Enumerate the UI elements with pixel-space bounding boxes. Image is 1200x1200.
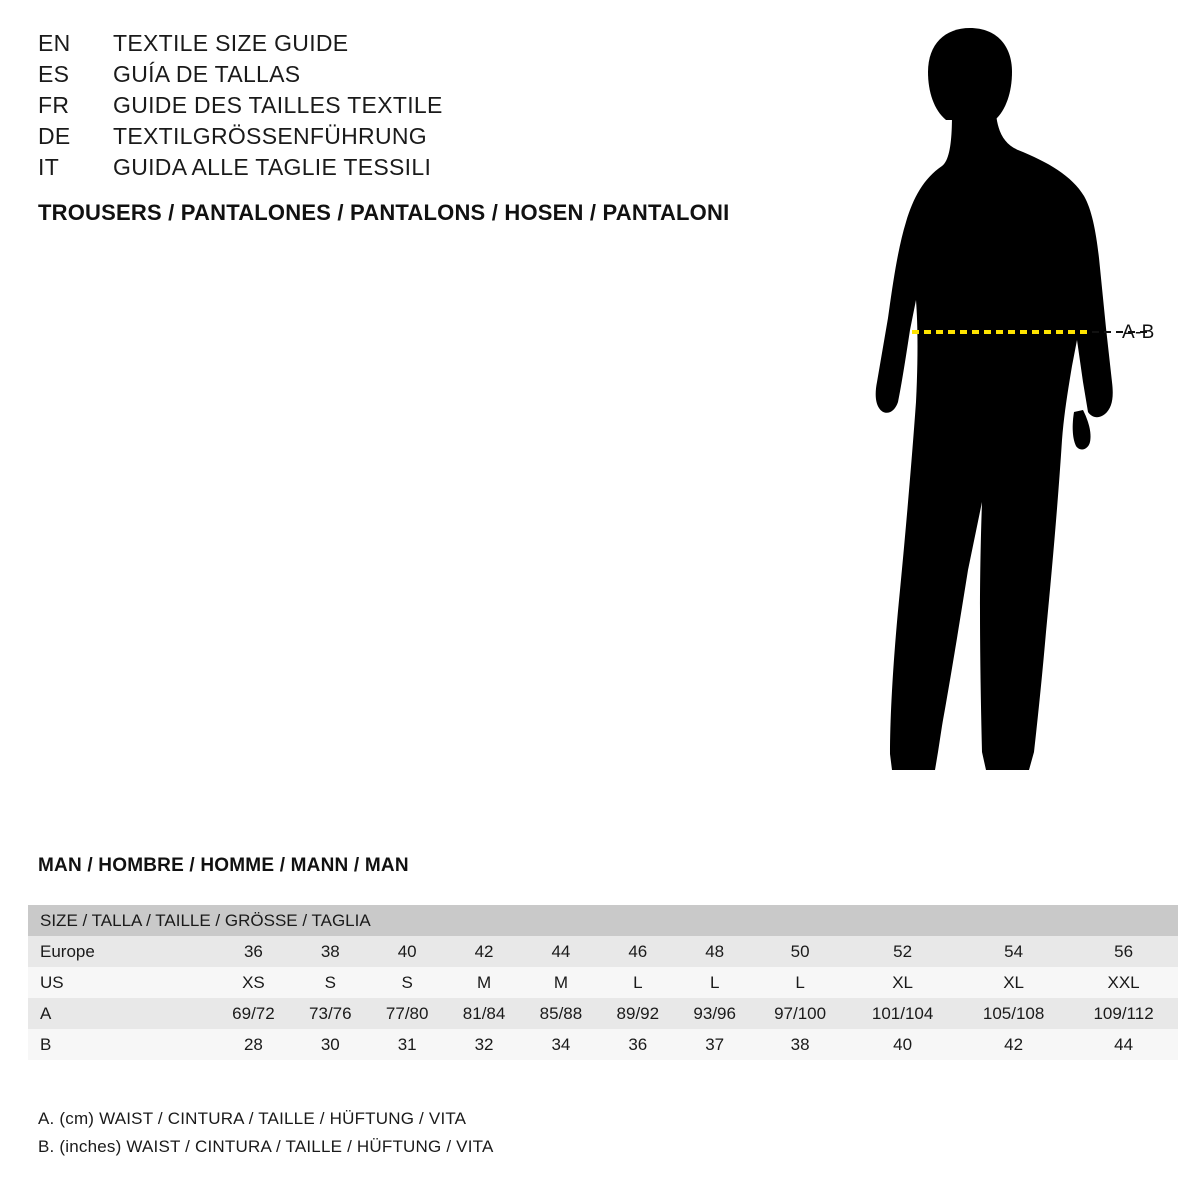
- title-row: [38, 90, 798, 121]
- man-silhouette-icon: [800, 10, 1200, 800]
- table-row: [28, 936, 1178, 967]
- footnote-b: B. (inches) WAIST / CINTURA / TAILLE / HÜFTUNG / VITA: [38, 1137, 494, 1156]
- table-cell: M: [523, 967, 600, 998]
- row-label: B: [28, 1029, 215, 1060]
- table-cell: S: [292, 967, 369, 998]
- table-cell: 52: [847, 936, 958, 967]
- table-cell: L: [676, 967, 753, 998]
- table-cell: 101/104: [847, 998, 958, 1029]
- table-cell: L: [753, 967, 847, 998]
- table-cell: 37: [676, 1029, 753, 1060]
- table-cell: 69/72: [215, 998, 292, 1029]
- gender-section-title: MAN / HOMBRE / HOMME / MANN / MAN: [38, 855, 409, 876]
- table-cell: XXL: [1069, 967, 1178, 998]
- table-cell: 31: [369, 1029, 446, 1060]
- table-cell: 109/112: [1069, 998, 1178, 1029]
- footnote-a: A. (cm) WAIST / CINTURA / TAILLE / HÜFTUNG / VITA: [38, 1109, 467, 1128]
- title-text-es: GUÍA DE TALLAS: [113, 61, 301, 87]
- table-cell: S: [369, 967, 446, 998]
- row-label: US: [28, 967, 215, 998]
- table-cell: 30: [292, 1029, 369, 1060]
- table-cell: 44: [523, 936, 600, 967]
- title-text-fr: GUIDE DES TAILLES TEXTILE: [113, 92, 443, 118]
- table-header-row: [28, 905, 1178, 936]
- title-text-it: GUIDA ALLE TAGLIE TESSILI: [113, 154, 432, 180]
- table-cell: XS: [215, 967, 292, 998]
- table-cell: 97/100: [753, 998, 847, 1029]
- row-label: Europe: [28, 936, 215, 967]
- table-row: [28, 967, 1178, 998]
- table-header-label: SIZE / TALLA / TAILLE / GRÖSSE / TAGLIA: [28, 905, 1178, 936]
- table-row: [28, 1029, 1178, 1060]
- title-text-de: TEXTILGRÖSSENFÜHRUNG: [113, 123, 427, 149]
- table-cell: 85/88: [523, 998, 600, 1029]
- table-cell: M: [446, 967, 523, 998]
- lang-code-fr: FR: [38, 92, 70, 118]
- table-row: [28, 998, 1178, 1029]
- table-cell: 28: [215, 1029, 292, 1060]
- lang-code-it: IT: [38, 154, 60, 180]
- title-text-en: TEXTILE SIZE GUIDE: [113, 30, 349, 56]
- table-cell: 105/108: [958, 998, 1069, 1029]
- header-titles: [38, 28, 798, 226]
- row-label: A: [28, 998, 215, 1029]
- table-cell: 56: [1069, 936, 1178, 967]
- table-cell: 54: [958, 936, 1069, 967]
- title-row: [38, 28, 798, 59]
- table-cell: 42: [446, 936, 523, 967]
- table-cell: 89/92: [599, 998, 676, 1029]
- title-row: [38, 121, 798, 152]
- table-cell: 93/96: [676, 998, 753, 1029]
- table-cell: 40: [369, 936, 446, 967]
- table-cell: 44: [1069, 1029, 1178, 1060]
- title-row: [38, 152, 798, 183]
- footnotes: [38, 1105, 494, 1161]
- table-cell: 40: [847, 1029, 958, 1060]
- figure-illustration: [800, 10, 1200, 800]
- table-cell: XL: [958, 967, 1069, 998]
- garment-type-title: TROUSERS / PANTALONES / PANTALONS / HOSEN / PANTALONI: [38, 200, 730, 225]
- lang-code-en: EN: [38, 30, 71, 56]
- table-cell: XL: [847, 967, 958, 998]
- table-cell: 38: [753, 1029, 847, 1060]
- measure-label-ab: A-B: [1122, 322, 1155, 343]
- table-cell: L: [599, 967, 676, 998]
- lang-code-es: ES: [38, 61, 70, 87]
- table-cell: 38: [292, 936, 369, 967]
- table-cell: 81/84: [446, 998, 523, 1029]
- table-cell: 36: [599, 1029, 676, 1060]
- size-table: [28, 905, 1178, 1060]
- table-cell: 48: [676, 936, 753, 967]
- table-cell: 50: [753, 936, 847, 967]
- table-cell: 77/80: [369, 998, 446, 1029]
- title-row: [38, 59, 798, 90]
- table-cell: 46: [599, 936, 676, 967]
- lang-code-de: DE: [38, 123, 71, 149]
- table-cell: 34: [523, 1029, 600, 1060]
- table-cell: 36: [215, 936, 292, 967]
- table-cell: 32: [446, 1029, 523, 1060]
- table-cell: 42: [958, 1029, 1069, 1060]
- table-cell: 73/76: [292, 998, 369, 1029]
